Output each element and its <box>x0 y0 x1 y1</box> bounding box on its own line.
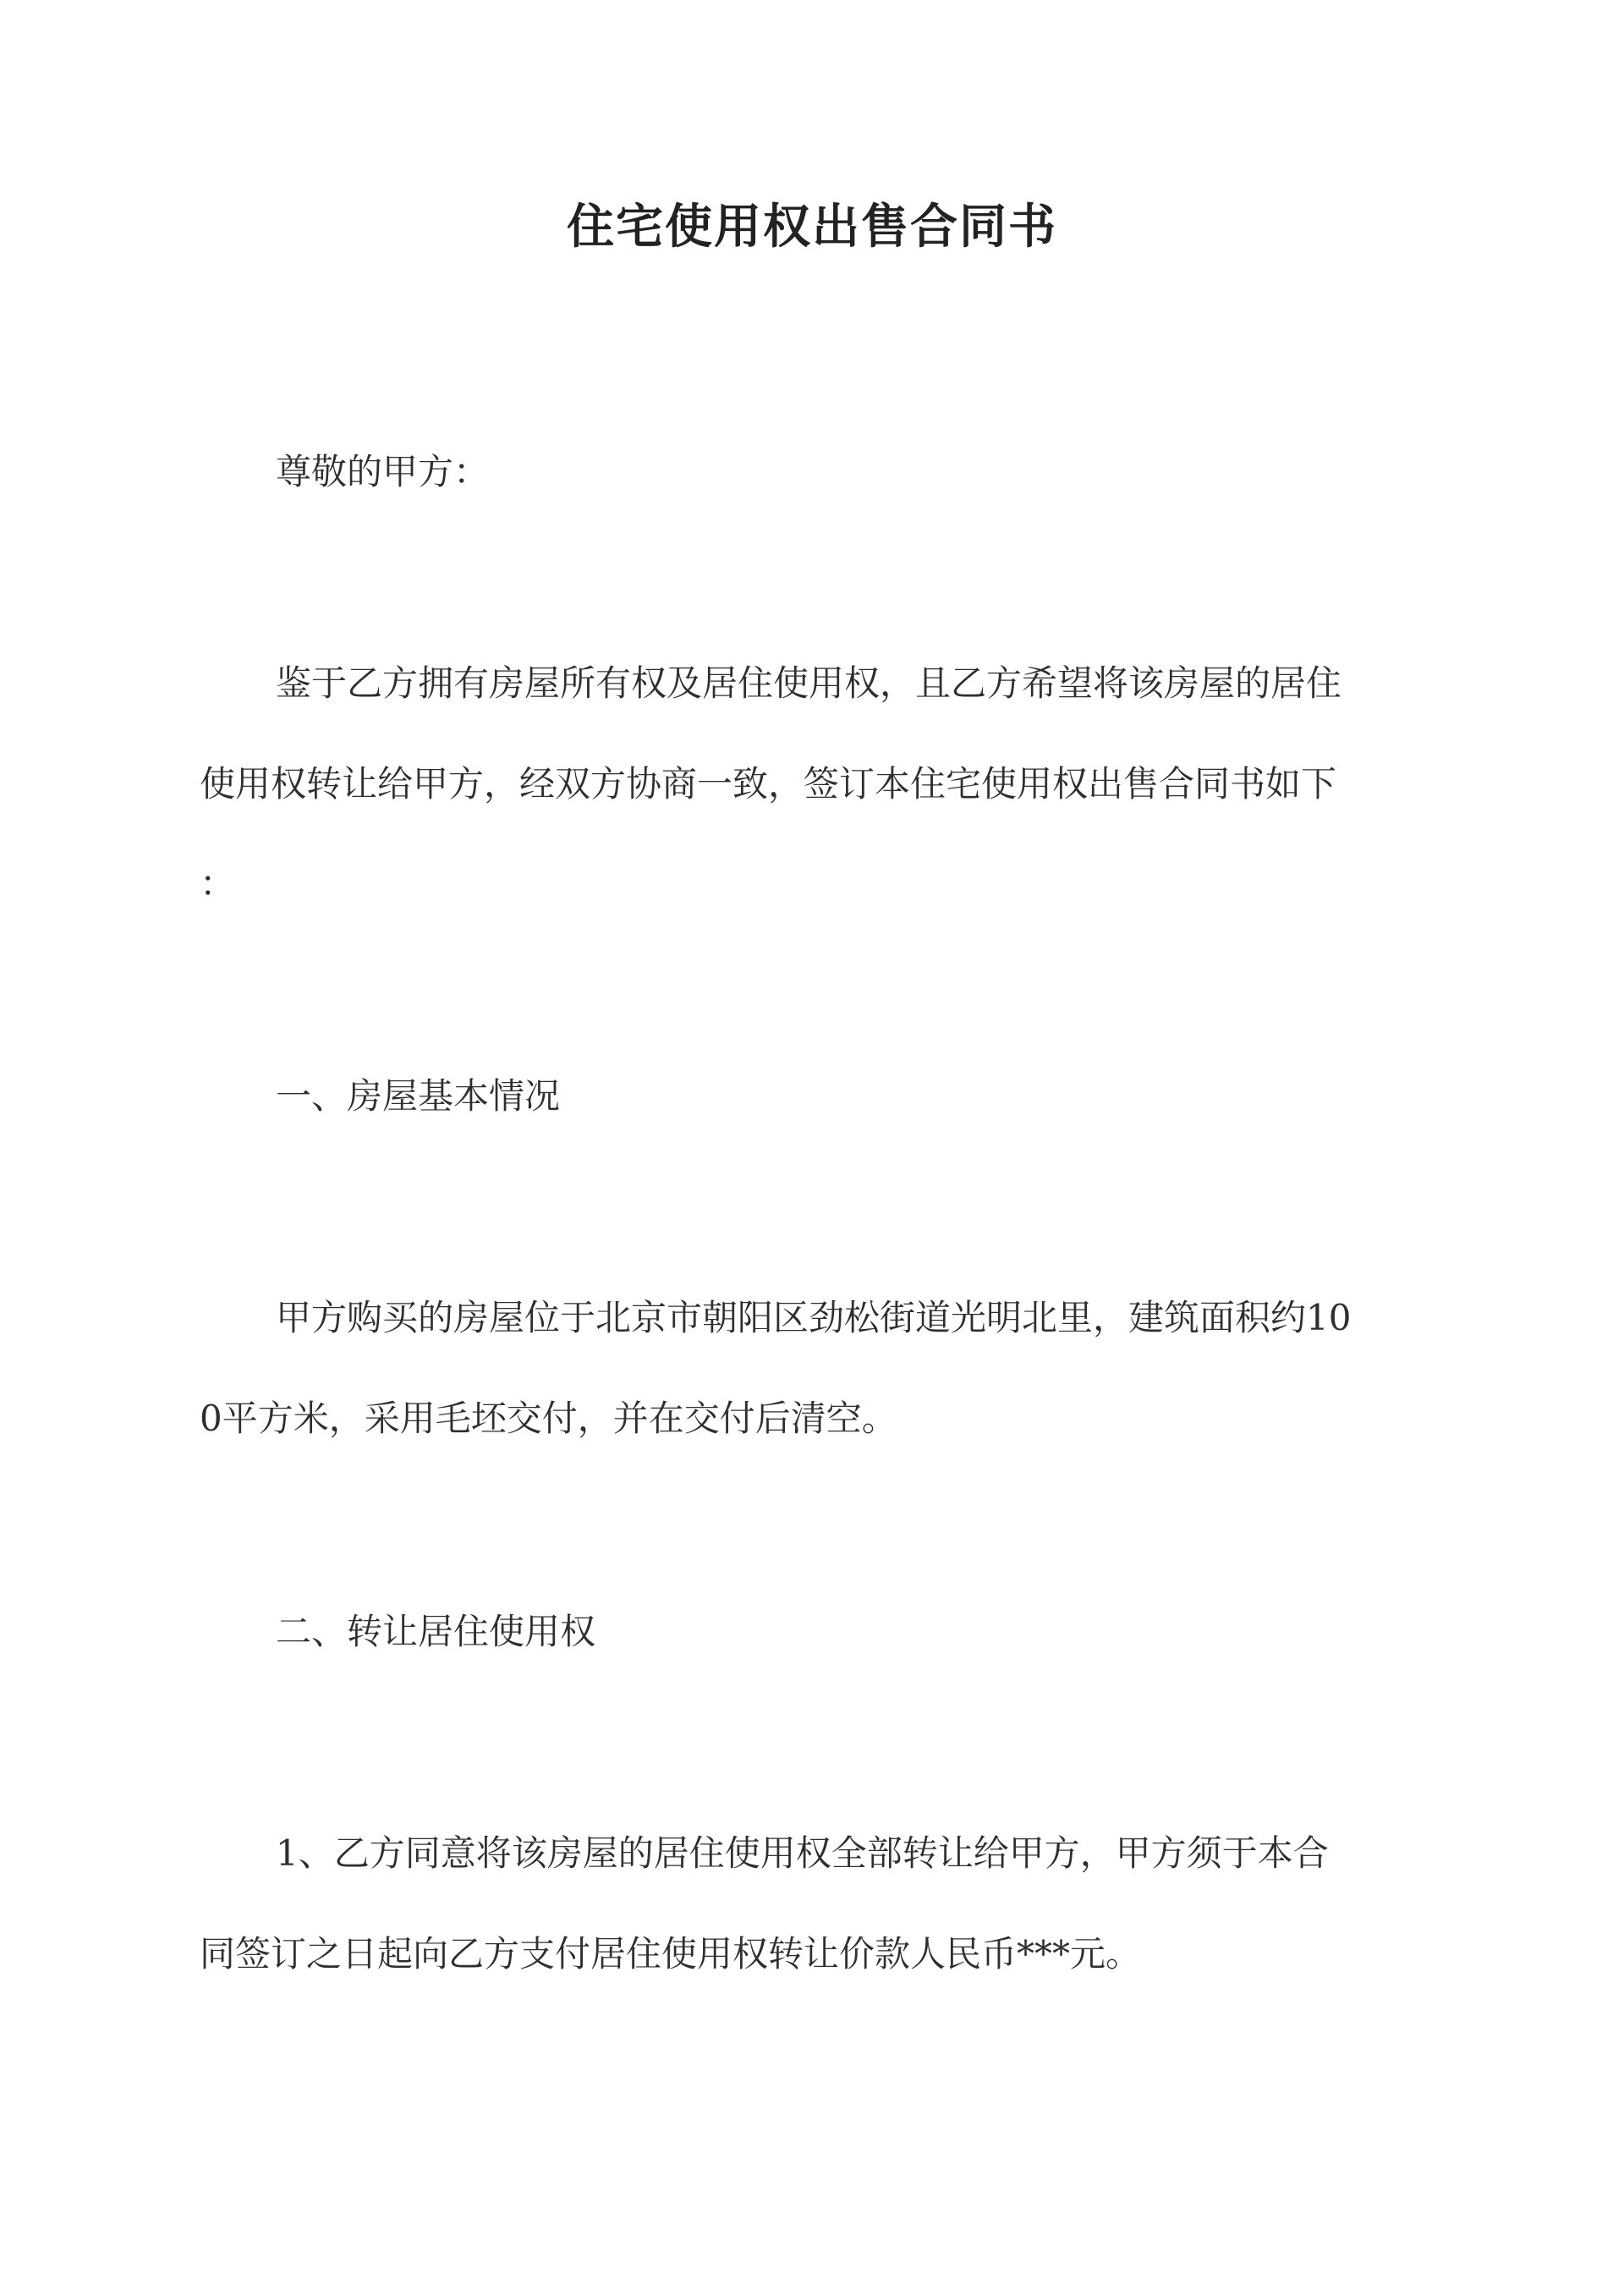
intro-line-2: 使用权转让给甲方，经双方协商一致，签订本住宅使用权出售合同书如下 <box>200 763 1337 805</box>
intro-line-3: ： <box>200 863 236 904</box>
section-1-line-2: 0平方米，采用毛坯交付，并在交付后清空。 <box>200 1398 897 1439</box>
section-2-heading: 二、转让居住使用权 <box>276 1611 596 1652</box>
section-2-clause-1-line-1: 1、乙方同意将该房屋的居住使用权全部转让给甲方，甲方须于本合 <box>276 1832 1329 1874</box>
intro-line-1: 鉴于乙方拥有房屋所有权及居住使用权，且乙方希望将该房屋的居住 <box>276 662 1342 704</box>
section-1-heading: 一、房屋基本情况 <box>276 1075 561 1117</box>
document-title: 住宅使用权出售合同书 <box>567 199 1057 255</box>
section-1-line-1: 甲方购买的房屋位于北京市朝阳区劲松街道光明北里，建筑面积约10 <box>276 1297 1352 1338</box>
section-2-clause-1-line-2: 同签订之日起向乙方支付居住使用权转让价款人民币***元。 <box>200 1933 1142 1975</box>
salutation: 尊敬的甲方： <box>276 451 490 492</box>
